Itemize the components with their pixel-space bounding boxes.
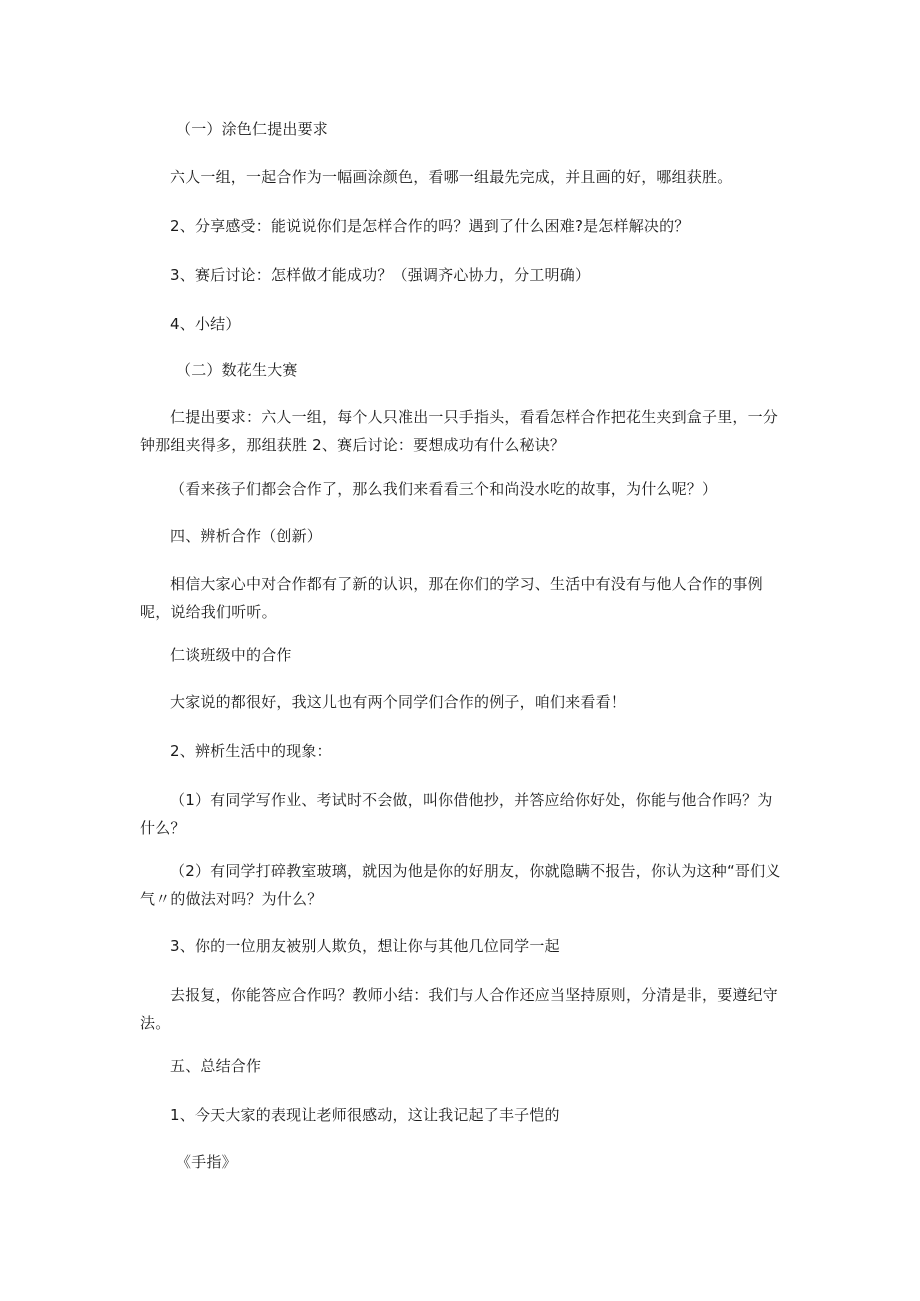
paragraph-cooperation-examples: 相信大家心中对合作都有了新的认识，那在你们的学习、生活中有没有与他人合作的事例呢，说给我们听听。 <box>140 575 763 621</box>
paragraph-class-cooperation: 仁谈班级中的合作 <box>170 646 292 664</box>
paragraph-monks-story: （看来孩子们都会合作了，那么我们来看看三个和尚没水吃的故事，为什么呢？） <box>170 480 718 498</box>
paragraph-teacher-moved: 1、今天大家的表现让老师很感动，这让我记起了丰子恺的 <box>170 1106 560 1124</box>
paragraph-peanut-rules: 仁提出要求：六人一组，每个人只准出一只手指头，看看怎样合作把花生夹到盒子里，一分钟那组夹得多，那组获胜 2、赛后讨论：要想成功有什么秘诀？ <box>140 408 779 454</box>
paragraph-analyze-phenomena: 2、辨析生活中的现象： <box>170 742 332 760</box>
paragraph-post-discussion: 3、赛后讨论：怎样做才能成功？（强调齐心协力，分工明确） <box>170 266 591 284</box>
paragraph-coloring-rules: 六人一组，一起合作为一幅画涂颜色，看哪一组最先完成，并且画的好，哪组获胜。 <box>170 168 733 186</box>
paragraph-case-two: （2）有同学打碎教室玻璃，就因为他是你的好朋友，你就隐瞒不报告，你认为这种“哥们义气〃的做法对吗？为什么？ <box>140 862 781 908</box>
paragraph-summary-4: 4、小结） <box>170 315 241 333</box>
paragraph-share-feelings: 2、分享感受：能说说你们是怎样合作的吗？遇到了什么困难?是怎样解决的？ <box>170 217 690 235</box>
paragraph-section-one-heading: （一）涂色仁提出要求 <box>176 120 329 138</box>
paragraph-section-four-heading: 四、辨析合作（创新） <box>170 527 323 545</box>
paragraph-case-one: （1）有同学写作业、考试时不会做，叫你借他抄，并答应给你好处，你能与他合作吗？为什么？ <box>140 791 773 837</box>
paragraph-book-title: 《手指》 <box>176 1153 237 1171</box>
paragraph-section-two-heading: （二）数花生大赛 <box>176 361 298 379</box>
paragraph-two-examples: 大家说的都很好，我这儿也有两个同学们合作的例子，咱们来看看！ <box>170 693 627 711</box>
paragraph-friend-bullied: 3、你的一位朋友被别人欺负，想让你与其他几位同学一起 <box>170 937 560 955</box>
paragraph-revenge-question: 去报复，你能答应合作吗？教师小结：我们与人合作还应当坚持原则，分清是非，要遵纪守法。 <box>140 986 779 1032</box>
paragraph-section-five-heading: 五、总结合作 <box>170 1057 262 1075</box>
